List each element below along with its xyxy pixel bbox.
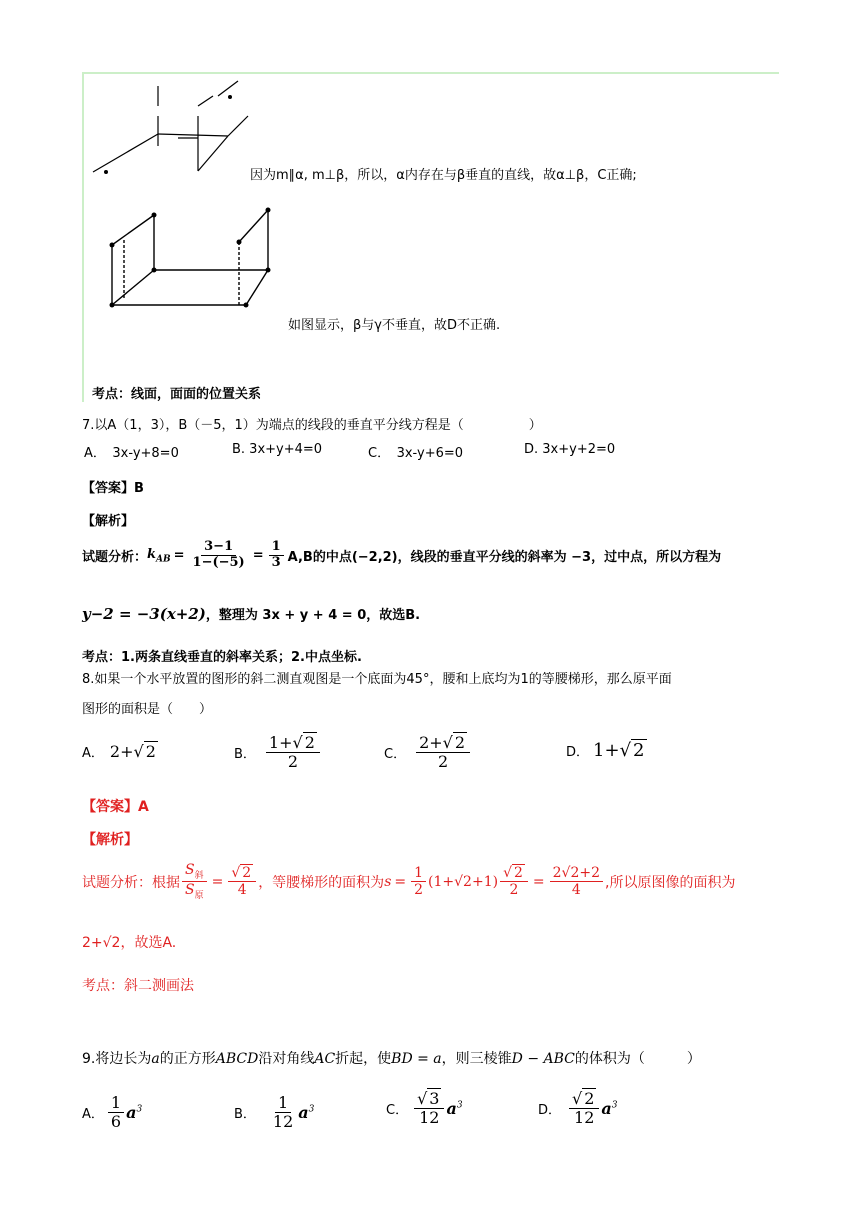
figure-text-d: 如图显示，β与γ不垂直，故D不正确. <box>288 318 501 333</box>
q8-formula-paren: (1+√2+1) <box>428 873 499 890</box>
q8-option-a: A． 2+√ 2 <box>82 742 156 761</box>
q9-option-b: B． $\frac{1}{12}$ $a^3$ <box>234 1093 315 1132</box>
q7-kaodian: 考点：1.两条直线垂直的斜率关系；2.中点坐标. <box>82 650 362 665</box>
q7-option-d: D. 3x+y+2=0 <box>524 442 616 457</box>
q7-analysis-prefix: 试题分析： <box>82 549 148 565</box>
q8-answer: 【答案】A <box>82 799 149 815</box>
q7-analysis-line2 <box>82 604 420 623</box>
q7-line2-rest: ，整理为 3x + y + 4 = 0，故选B. <box>205 608 421 623</box>
q7-stem: 7.以A（1，3），B（－5，1）为端点的线段的垂直平分线方程是（ ） <box>82 418 542 433</box>
q7-analysis-line1: 试题分析： $k_{AB}$ = $\frac{3-1}{1-(-5)}$ = $\frac{1}{3}$ A,B的中点(−2,2)，线段的垂直平分线的斜率为 −3，过中点，所以方程为 <box>82 539 722 570</box>
q8-option-b: B． $\frac{1+√ 2}{2}$ <box>234 734 322 772</box>
q7-answer: 【答案】B <box>82 481 144 496</box>
q9-option-d: D． $\frac{√ 2}{12}$ $a^3$ <box>538 1089 618 1128</box>
q8-analysis-line2: 2+√2，故选A. <box>82 935 177 951</box>
q8-stem-line2: 图形的面积是（ ） <box>82 702 213 717</box>
figure-left-border <box>82 72 84 402</box>
figure-text-c: 因为m∥α, m⊥β，所以，α内存在与β垂直的直线，故α⊥β，C正确; <box>250 168 637 183</box>
q7-line1-rest: A,B的中点(−2,2)，线段的垂直平分线的斜率为 −3，过中点，所以方程为 <box>287 549 722 565</box>
q7-option-a: A． 3x-y+8=0 <box>84 446 179 461</box>
q8-kaodian: 考点：斜二测画法 <box>82 978 194 994</box>
q8-stem-line1: 8.如果一个水平放置的图形的斜二测直观图是一个底面为45°，腰和上底均为1的等腰梯形，那么原平面 <box>82 672 672 687</box>
figure-top-border <box>82 72 779 74</box>
q8-jiexi: 【解析】 <box>82 832 138 848</box>
q8-option-c: C． $\frac{2+√ 2}{2}$ <box>384 734 472 772</box>
q7-k-symbol: $k_{AB}$ <box>147 546 171 565</box>
q7-line2-math: y−2 = −3(x+2) <box>82 605 206 623</box>
q9-option-a: A． $\frac{1}{6}$ $a^3$ <box>82 1093 143 1132</box>
q7-jiexi: 【解析】 <box>82 514 135 529</box>
q7-k-fraction: $\frac{3-1}{1-(-5)}$ <box>192 539 245 570</box>
q6-kaodian: 考点：线面，面面的位置关系 <box>92 387 262 402</box>
figure-box-diagram <box>104 200 284 315</box>
q8-ratio-value: $\frac{√ 2}{4}$ <box>228 865 256 898</box>
q8-analysis-line1: 试题分析：根据 $\frac{S_斜}{S_原}$ = $\frac{√ 2}{4}$ ，等腰梯形的面积为 s = $\frac{1}{2}$ (1+√2+1) $\frac{√ 2}{2}$ = $\frac{2√2+2}{4}$ ,所以原图像的面积为 <box>82 862 736 901</box>
q8-ratio: $\frac{S_斜}{S_原}$ <box>182 862 207 901</box>
q7-option-c: C． 3x-y+6=0 <box>368 446 464 461</box>
q9-option-c: C． $\frac{√ 3}{12}$ $a^3$ <box>386 1089 463 1128</box>
q8-option-d: D． 1+√ 2 <box>566 740 645 761</box>
q7-option-b: B. 3x+y+4=0 <box>232 442 323 457</box>
q9-stem: 9.将边长为a的正方形ABCD沿对角线AC折起，使BD = a，则三棱锥D − ABC的体积为（ ） <box>82 1051 701 1067</box>
q7-k-value: $\frac{1}{3}$ <box>269 540 284 571</box>
